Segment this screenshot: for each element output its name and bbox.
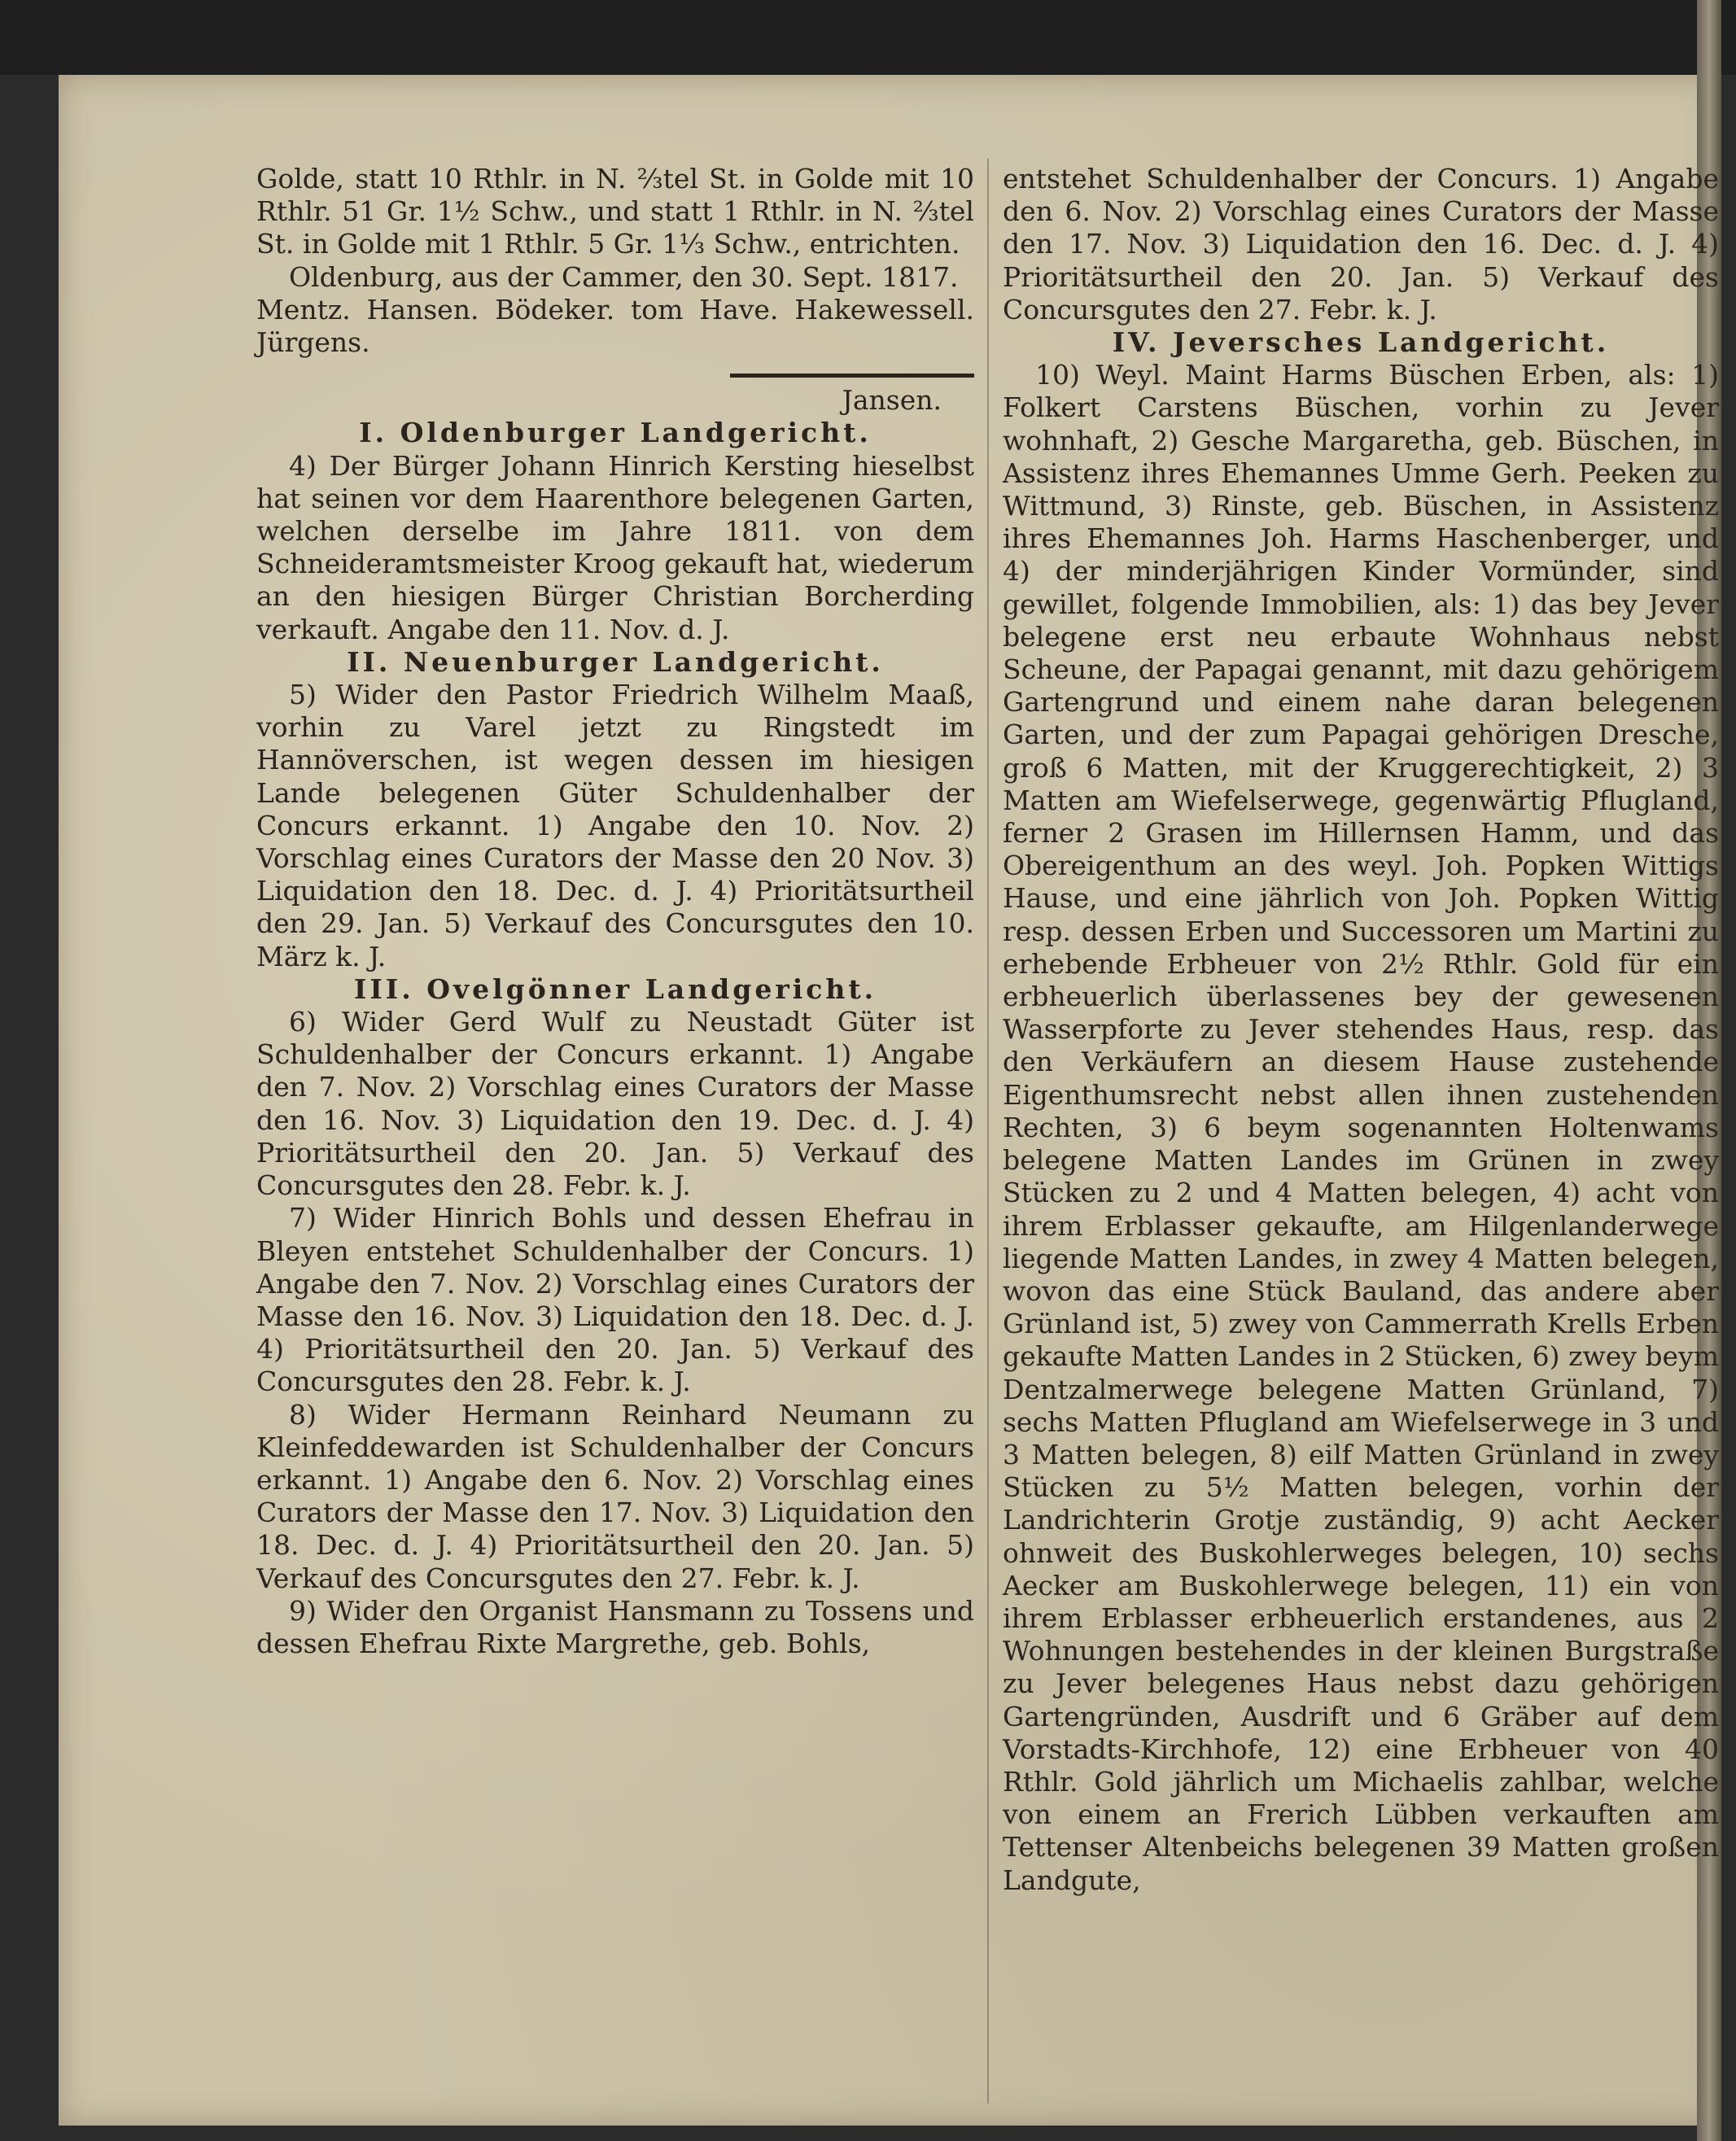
heading-ovelgoenner: III. Ovelgönner Landgericht. (353, 972, 877, 1005)
left-column (256, 163, 974, 1660)
signature-name: Jansen. (842, 384, 942, 417)
notice-6: 6) Wider Gerd Wulf zu Neustadt Güter ist Schuldenhalber der Concurs erkannt. 1) Angabe den 7. Nov. 2) Vorschlag eines Curators der Masse den 16. Nov. 3) Liquidation den 19. Dec. d. J. 4) Prioritätsurtheil den 20. Jan. 5) Verkauf des Concursgutes den 28. Febr. k. J. (256, 1006, 974, 1202)
scan-background-top (0, 0, 1736, 75)
notice-5: 5) Wider den Pastor Friedrich Wilhelm Maaß, vorhin zu Varel jetzt zu Ringstedt im Hannöverschen, ist wegen dessen im hiesigen Lande belegenen Güter Schuldenhalber der Concurs erkannt. 1) Angabe den 10. Nov. 2) Vorschlag eines Curators der Masse den 20 Nov. 3) Liquidation den 18. Dec. d. J. 4) Prioritätsurtheil den 29. Jan. 5) Verkauf des Concursgutes den 10. März k. J. (256, 679, 974, 972)
intro-paragraph: Golde, statt 10 Rthlr. in N. ⅔tel St. in Golde mit 10 Rthlr. 51 Gr. 1½ Schw., und statt 1 Rthlr. in N. ⅔tel St. in Golde mit 1 Rthlr. 5 Gr. 1⅓ Schw., entrichten. (256, 163, 974, 260)
column-divider (987, 159, 989, 2104)
continuation-paragraph: entstehet Schuldenhalber der Concurs. 1) Angabe den 6. Nov. 2) Vorschlag eines Curators der Masse den 17. Nov. 3) Liquidation den 16. Dec. d. J. 4) Prioritätsurtheil den 20. Jan. 5) Verkauf des Concursgutes den 27. Febr. k. J. (1003, 163, 1719, 326)
right-column (1003, 163, 1719, 1897)
notice-8: 8) Wider Hermann Reinhard Neumann zu Kleinfeddewarden ist Schuldenhalber der Concurs erkannt. 1) Angabe den 6. Nov. 2) Vorschlag eines Curators der Masse den 17. Nov. 3) Liquidation den 18. Dec. d. J. 4) Prioritätsurtheil den 20. Jan. 5) Verkauf des Concursgutes den 27. Febr. k. J. (256, 1398, 974, 1594)
notice-10: 10) Weyl. Maint Harms Büschen Erben, als: 1) Folkert Carstens Büschen, vorhin zu Jever wohnhaft, 2) Gesche Margaretha, geb. Büschen, in Assistenz ihres Ehemannes Umme Gerh. Peeken zu Wittmund, 3) Rinste, geb. Büschen, in Assistenz ihres Ehemannes Joh. Harms Haschenberger, und 4) der minderjährigen Kinder Vormünder, sind gewillet, folgende Immobilien, als: 1) das bey Jever belegene erst neu erbaute Wohnhaus nebst Scheune, der Papagai genannt, mit dazu gehörigem Gartengrund und einem nahe daran belegenen Garten, und der zum Papagai gehörigen Dresche, groß 6 Matten, mit der Kruggerechtigkeit, 2) 3 Matten am Wiefelserwege, gegenwärtig Pflugland, ferner 2 Grasen im Hillernsen Hamm, und das Obereigenthum an des weyl. Joh. Popken Wittigs Hause, und eine jährlich von Joh. Popken Wittig resp. dessen Erben und Successoren um Martini zu erhebende Erbheuer von 2½ Rthlr. Gold für ein erbheuerlich überlassenes bey der gewesenen Wasserpforte zu Jever stehendes Haus, resp. das den Verkäufern an diesem Hause zustehende Eigenthumsrecht nebst allen ihnen zustehenden Rechten, 3) 6 beym sogenannten Holtenwams belegene Matten Landes im Grünen in zwey Stücken zu 2 und 4 Matten belegen, 4) acht von ihrem Erblasser gekaufte, am Hilgenlanderwege liegende Matten Landes, in zwey 4 Matten belegen, wovon das eine Stück Bauland, das andere aber Grünland ist, 5) zwey von Cammerrath Krells Erben gekaufte Matten Landes in 2 Stücken, 6) zwey beym Dentzalmerwege belegene Matten Grünland, 7) sechs Matten Pflugland am Wiefelserwege in 3 und 3 Matten belegen, 8) eilf Matten Grünland in zwey Stücken zu 5½ Matten belegen, vorhin der Landrichterin Grotje zuständig, 9) acht Aecker ohnweit des Buskohlerweges belegen, 10) sechs Aecker am Buskohlerwege belegen, 11) ein von ihrem Erblasser erbheuerlich erstandenes, aus 2 Wohnungen bestehendes in der kleinen Burgstraße zu Jever belegenes Haus nebst dazu gehörigen Gartengründen, Ausdrift und 6 Gräber auf dem Vorstadts-Kirchhofe, 12) eine Erbheuer von 40 Rthlr. Gold jährlich um Michaelis zahlbar, welche von einem an Frerich Lübben verkauften am Tettenser Altenbeichs belegenen 39 Matten großen Landgute, (1003, 359, 1719, 1896)
notice-9: 9) Wider den Organist Hansmann zu Tossens und dessen Ehefrau Rixte Margrethe, geb. Bohls, (256, 1594, 974, 1659)
heading-neuenburger: II. Neuenburger Landgericht. (347, 645, 884, 678)
heading-jeversches: IV. Jeversches Landgericht. (1112, 326, 1610, 359)
notice-7: 7) Wider Hinrich Bohls und dessen Ehefrau in Bleyen entstehet Schuldenhalber der Concurs. 1) Angabe den 7. Nov. 2) Vorschlag eines Curators der Masse den 16. Nov. 3) Liquidation den 18. Dec. d. J. 4) Prioritätsurtheil den 20. Jan. 5) Verkauf des Concursgutes den 28. Febr. k. J. (256, 1202, 974, 1398)
signature-rule (730, 374, 974, 378)
official-names: Mentz. Hansen. Bödeker. tom Have. Hakewessell. Jürgens. (256, 293, 974, 359)
place-date: Oldenburg, aus der Cammer, den 30. Sept. 1817. (289, 260, 959, 293)
heading-oldenburger: I. Oldenburger Landgericht. (359, 417, 872, 449)
notice-4: 4) Der Bürger Johann Hinrich Kersting hieselbst hat seinen vor dem Haarenthore belegenen Garten, welchen derselbe im Jahre 1811. von dem Schneideramtsmeister Kroog gekauft hat, wiederum an den hiesigen Bürger Christian Borcherding verkauft. Angabe den 11. Nov. d. J. (256, 449, 974, 645)
